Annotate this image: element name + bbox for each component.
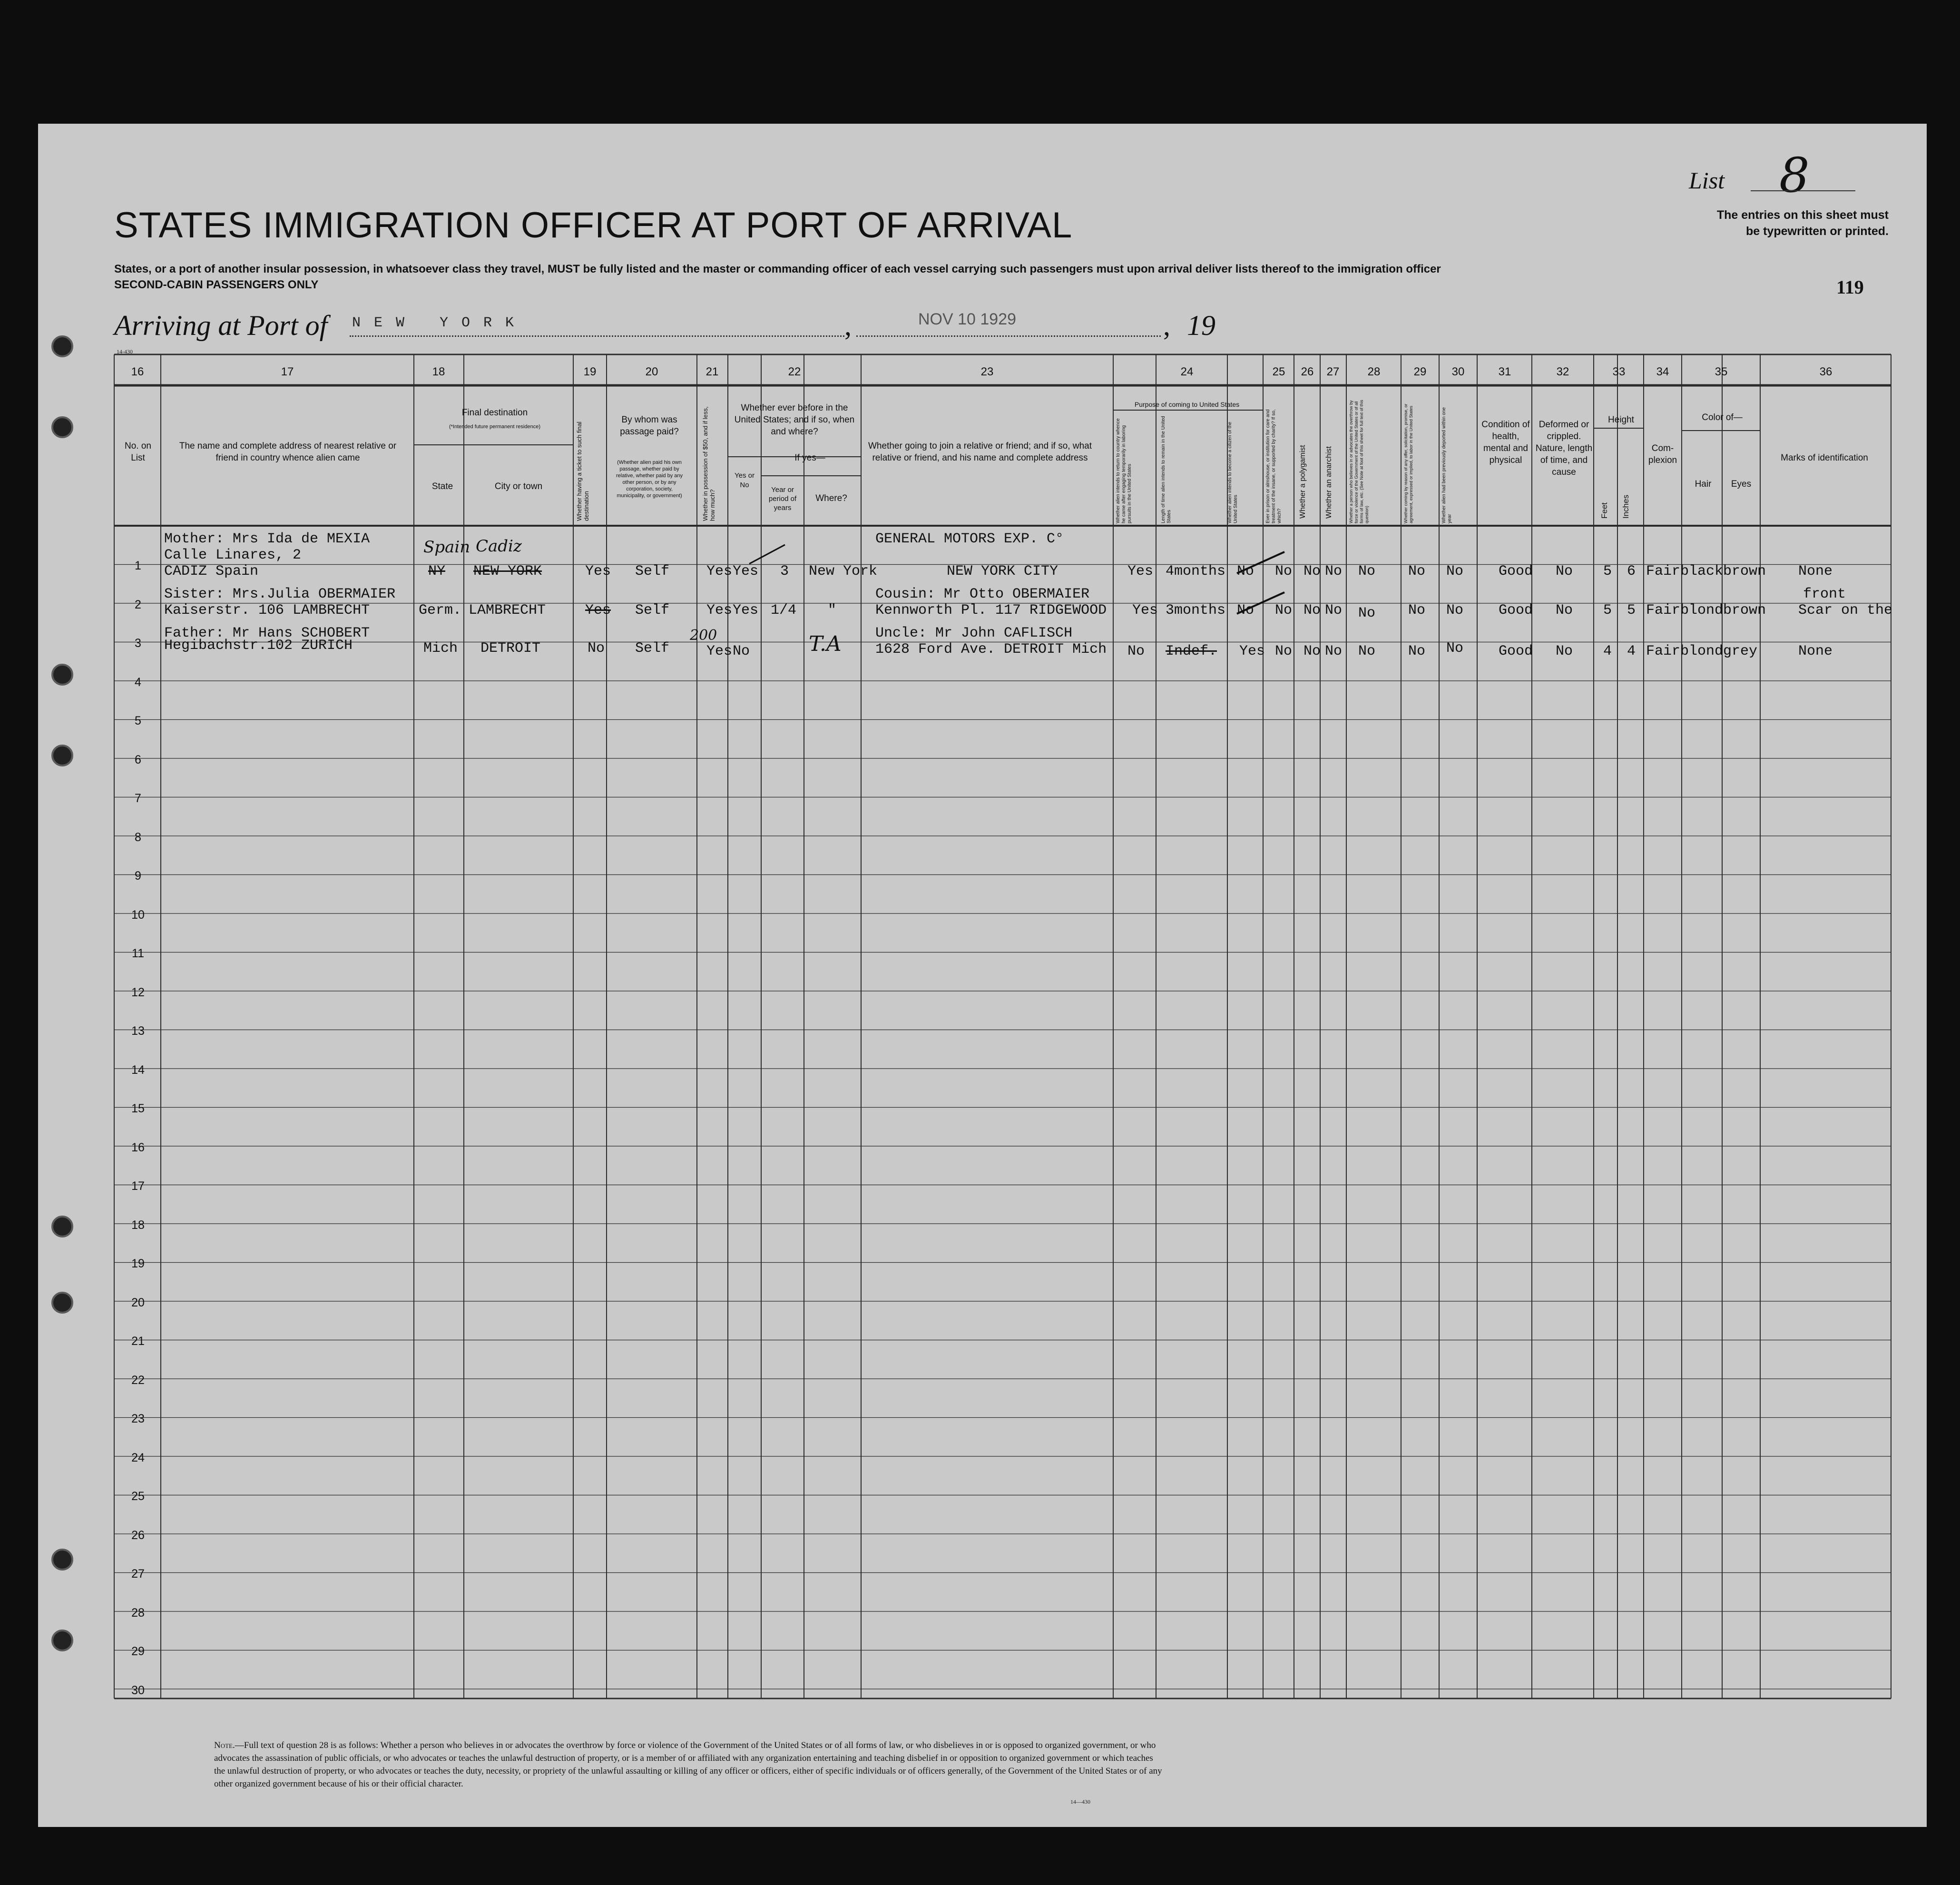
row3-length: Indef.: [1166, 643, 1217, 659]
row-number: 24: [131, 1451, 145, 1464]
column-number: 34: [1656, 365, 1669, 378]
row2-marks-line2: front: [1803, 586, 1846, 602]
comma: ,: [1163, 310, 1170, 341]
column-number: 30: [1451, 365, 1465, 378]
row1-health: Good: [1499, 563, 1533, 579]
row1-marks: None: [1798, 563, 1833, 579]
form-subtitle: States, or a port of another insular possession, in whatsoever class they travel, MUST be fully listed and the master or commanding officer of each vessel carrying such passengers must upon arrival deliver lists thereof to the immigration officer: [114, 263, 1441, 275]
row2-deformed: No: [1556, 602, 1573, 619]
header-ticket: Whether having a ticket to such final destination: [576, 422, 590, 521]
row2-prison: No: [1275, 602, 1293, 619]
row-number: 2: [135, 598, 141, 611]
row2-marks: Scar on the: [1798, 602, 1893, 619]
column-number: 25: [1272, 365, 1285, 378]
row-number: 28: [131, 1606, 145, 1620]
row3-state: Mich: [423, 640, 458, 657]
row3-eyes: grey: [1723, 643, 1758, 659]
row-number: 1: [135, 559, 141, 572]
row2-return: Yes: [1132, 602, 1158, 619]
row2-join-line1: Cousin: Mr Otto OBERMAIER: [875, 586, 1090, 602]
row-number: 18: [131, 1218, 145, 1232]
row1-state: NY: [428, 563, 446, 579]
header-condition: Condition of health, mental and physical: [1481, 420, 1530, 465]
header-city: City or town: [494, 481, 543, 491]
column-number: 32: [1556, 365, 1569, 378]
comma: ,: [844, 310, 852, 341]
header-where: Where?: [815, 493, 847, 503]
row1-before: Yes: [733, 563, 759, 579]
row1-where: New York: [809, 563, 878, 579]
row-number: 19: [131, 1257, 145, 1270]
row3-anarchist: No: [1325, 643, 1343, 659]
row-number: 22: [131, 1373, 145, 1387]
header-yes-or-no: Yes or No: [735, 471, 755, 489]
row3-return: No: [1127, 643, 1145, 659]
row-number: 20: [131, 1296, 145, 1309]
footnote-text: Full text of question 28 is as follows: Whether a person who believes in or advocates the overthrow by force or violence of the Government of the United States or of all forms of law, or who disbelieves in or is opposed to organized government, or who advocates the assassination of public officials, or who advocates or teaches the unlawful destruction of property, or is a member of or affiliated with any organization entertaining and teaching disbelief in or opposition to organized government or which teaches the unlawful destruction of property, or who advocates or teaches the duty, necessity, or propriety of the unlawful assaulting or killing of any officer or officers, either of specific individuals or of officers generally, of the Government of the United States or of any other organized government because of his or their official character.: [214, 1740, 1162, 1789]
row3-before: No: [733, 643, 750, 659]
header-if-yes: If yes—: [794, 453, 825, 463]
row2-ticket: Yes: [585, 602, 611, 619]
row2-citizen: No: [1237, 602, 1254, 619]
row3-marks: None: [1798, 643, 1833, 659]
column-number: 21: [706, 365, 719, 378]
row1-hand-state: Spain: [423, 538, 470, 557]
row1-q30: No: [1446, 563, 1464, 579]
column-number: 16: [131, 365, 144, 378]
instructions-line1: The entries on this sheet must: [1716, 208, 1889, 222]
column-number: 36: [1819, 365, 1833, 378]
row2-q29: No: [1408, 602, 1426, 619]
page-number: 119: [1836, 276, 1864, 298]
row1-deformed: No: [1556, 563, 1573, 579]
row1-return: Yes: [1127, 563, 1154, 579]
row2-complexion: Fair: [1646, 602, 1681, 619]
form-title: STATES IMMIGRATION OFFICER AT PORT OF ARRIVAL: [114, 205, 1073, 245]
row3-city: DETROIT: [480, 640, 541, 657]
column-number: 24: [1180, 365, 1194, 378]
row3-q28: No: [1358, 643, 1376, 659]
row-number: 25: [131, 1490, 145, 1503]
row2-eyes: brown: [1723, 602, 1766, 619]
header-year-period: Year or period of years: [768, 486, 797, 512]
column-number: 28: [1367, 365, 1381, 378]
row-number: 26: [131, 1528, 145, 1542]
row-number: 14: [131, 1063, 145, 1077]
header-money: Whether in possession of $50, and if less, how much?: [702, 406, 716, 521]
row2-passage: Self: [635, 602, 670, 619]
row1-q29: No: [1408, 563, 1426, 579]
row3-polygamist: No: [1303, 643, 1321, 659]
row1-join-line2: NEW YORK CITY: [947, 563, 1058, 579]
column-number: 26: [1301, 365, 1314, 378]
row-number: 15: [131, 1102, 145, 1115]
row3-join-line2: 1628 Ford Ave. DETROIT Mich: [875, 641, 1107, 658]
row3-inches: 4: [1627, 643, 1636, 659]
column-number: 27: [1326, 365, 1340, 378]
list-number: 8: [1779, 147, 1810, 203]
column-number: 22: [788, 365, 801, 378]
date-stamp: NOV 10 1929: [918, 310, 1017, 328]
header-no-on-list: No. on List: [125, 441, 151, 463]
row-number: 30: [131, 1683, 145, 1697]
row-number: 10: [131, 908, 145, 922]
row1-complexion: Fair: [1646, 563, 1681, 579]
footnote-form-number: 14—430: [1070, 1798, 1090, 1805]
header-purpose: Purpose of coming to United States: [1134, 401, 1240, 408]
row2-relative-line1: Sister: Mrs.Julia OBERMAIER: [164, 586, 396, 602]
row3-q29: No: [1408, 643, 1426, 659]
arriving-label: Arriving at Port of: [114, 310, 328, 341]
column-number: 31: [1498, 365, 1511, 378]
row1-feet: 5: [1603, 563, 1612, 579]
row3-feet: 4: [1603, 643, 1612, 659]
row-number: 16: [131, 1140, 145, 1154]
row1-eyes: brown: [1723, 563, 1766, 579]
row-number: 8: [135, 830, 141, 844]
row-number: 29: [131, 1645, 145, 1658]
row1-inches: 6: [1627, 563, 1636, 579]
column-number: 18: [432, 365, 445, 378]
row1-hand-city: Cadiz: [476, 537, 522, 556]
row2-length: 3months: [1166, 602, 1226, 619]
row3-ticket: No: [588, 640, 605, 657]
row3-passage: Self: [635, 640, 670, 657]
row-number: 13: [131, 1024, 145, 1038]
row1-money: Yes: [706, 563, 733, 579]
row1-polygamist: No: [1303, 563, 1321, 579]
header-final-destination-note: (*Intended future permanent residence): [449, 424, 540, 430]
row3-relative-line1: Father: Mr Hans SCHOBERT: [164, 625, 370, 641]
column-number: 33: [1612, 365, 1626, 378]
header-height: Height: [1608, 415, 1634, 425]
row-number: 12: [131, 985, 145, 999]
row-number: 6: [135, 753, 141, 766]
row-number: 27: [131, 1567, 145, 1581]
row2-inches: 5: [1627, 602, 1636, 619]
instructions-line2: be typewritten or printed.: [1745, 225, 1889, 238]
row2-city: LAMBRECHT: [469, 602, 546, 619]
header-passage: By whom was passage paid?: [620, 415, 679, 437]
header-inches: Inches: [1621, 494, 1630, 519]
row1-relative-line1: Mother: Mrs Ida de MEXIA: [164, 531, 370, 547]
row2-before: Yes: [733, 602, 759, 619]
row2-hair: blond: [1680, 602, 1724, 619]
row1-city: NEW YORK: [473, 563, 542, 579]
header-q28: Whether a person who believes in or advocates the overthrow by force or violence of the Government of the United States or of all forms of law, etc. (See Note at foot of this sheet for full text of this question): [1349, 400, 1369, 523]
row1-relative-line2: Calle Linares, 2: [164, 547, 302, 563]
check-mark: [1237, 592, 1284, 614]
row2-anarchist: No: [1325, 602, 1343, 619]
row-number: 7: [135, 792, 141, 805]
header-hair: Hair: [1695, 479, 1712, 489]
row3-deformed: No: [1556, 643, 1573, 659]
header-purpose-length: Length of time alien intends to remain in the United States: [1161, 416, 1172, 523]
row3-money-hand: 200: [690, 627, 717, 644]
footnote-label: Note.—: [214, 1740, 244, 1750]
column-number: 23: [980, 365, 994, 378]
row3-money: Yes: [706, 643, 733, 659]
header-eyes: Eyes: [1731, 479, 1752, 489]
row3-join-line1: Uncle: Mr John CAFLISCH: [875, 625, 1073, 641]
column-number: 17: [281, 365, 294, 378]
row3-hair: blond: [1680, 643, 1724, 659]
header-q29: Whether coming by reason of any offer, solicitation, promise, or agreement, expressed or implied, to labor in the United States: [1403, 403, 1413, 523]
check-mark: [1237, 552, 1284, 573]
row-number: 5: [135, 714, 141, 727]
row3-relative-line2: Hegibachstr.102 ZURICH: [164, 638, 353, 654]
column-number: 35: [1715, 365, 1728, 378]
row3-citizen: Yes: [1239, 643, 1265, 659]
row2-where: ": [828, 602, 837, 619]
footnote: [214, 1739, 1166, 1790]
row1-relative-line3: CADIZ Spain: [164, 563, 259, 579]
header-purpose-return: Whether alien intends to return to country whence he came after engaging temporarily in laboring pursuits in the United States: [1116, 418, 1132, 523]
row-number: 3: [135, 637, 141, 650]
row1-join-line1: GENERAL MOTORS EXP. C°: [875, 531, 1064, 547]
row2-money: Yes: [706, 602, 733, 619]
header-prison: Ever in prison or almshouse, or institution for care and treatment of the insane, or supported by charity? If so, which?: [1265, 409, 1282, 523]
row2-health: Good: [1499, 602, 1533, 619]
row2-feet: 5: [1603, 602, 1612, 619]
header-state: State: [431, 481, 453, 491]
row-number: 11: [132, 947, 144, 960]
column-number: 20: [645, 365, 658, 378]
header-anarchist: Whether an anarchist: [1325, 446, 1333, 519]
row1-passage: Self: [635, 563, 670, 579]
header-before-us: Whether ever before in the United States; and if so, when and where?: [734, 403, 855, 437]
port-value: NEW YORK: [352, 315, 528, 331]
row2-state: Germ.: [419, 602, 462, 619]
header-passage-note: (Whether alien paid his own passage, whether paid by relative, whether paid by any other person, or by any corporation, society, municipality, or government): [616, 460, 683, 499]
row1-q28: No: [1358, 563, 1376, 579]
row-number: 21: [131, 1335, 145, 1348]
row3-health: Good: [1499, 643, 1533, 659]
row-number: 4: [135, 675, 141, 689]
row-number: 9: [135, 869, 141, 883]
list-label: List: [1689, 167, 1725, 194]
header-polygamist: Whether a polygamist: [1299, 445, 1307, 519]
row1-years: 3: [780, 563, 789, 579]
passenger-class: SECOND-CABIN PASSENGERS ONLY: [114, 278, 319, 291]
row1-length: 4months: [1166, 563, 1226, 579]
row2-years: 1/4: [771, 602, 797, 619]
row3-where-hand: T.A: [809, 632, 842, 656]
row2-join-line2: Kennworth Pl. 117 RIDGEWOOD: [875, 602, 1107, 619]
column-number: 19: [583, 365, 597, 378]
column-number: 29: [1413, 365, 1427, 378]
header-relative: The name and complete address of nearest relative or friend in country whence alien came: [179, 441, 397, 463]
header-deformed: Deformed or crippled. Nature, length of time, and cause: [1535, 420, 1593, 477]
row1-prison: No: [1275, 563, 1293, 579]
row-number: 23: [131, 1412, 145, 1425]
header-complexion: Com-plexion: [1648, 443, 1677, 465]
row3-q30: No: [1446, 640, 1464, 657]
header-joining: Whether going to join a relative or friend; and if so, what relative or friend, and his name and complete address: [868, 441, 1092, 463]
header-purpose-citizen: Whether alien intends to become a citizen of the United States: [1227, 422, 1238, 523]
header-feet: Feet: [1600, 502, 1609, 519]
header-color-of: Color of—: [1702, 412, 1743, 422]
row1-ticket: Yes: [585, 563, 611, 579]
year-prefix: 19: [1187, 310, 1215, 341]
header-q30: Whether alien had been previously deported within one year: [1441, 407, 1452, 523]
check-mark: [749, 545, 785, 564]
header-final-destination: Final destination: [461, 408, 528, 418]
row3-complexion: Fair: [1646, 643, 1681, 659]
header-marks: Marks of identification: [1781, 453, 1868, 463]
form-number: 14-430: [117, 348, 133, 355]
row1-citizen: No: [1237, 563, 1254, 579]
row1-hair: black: [1680, 563, 1724, 579]
row3-prison: No: [1275, 643, 1293, 659]
row2-q30: No: [1446, 602, 1464, 619]
row2-q28: No: [1358, 605, 1376, 621]
row1-anarchist: No: [1325, 563, 1343, 579]
row2-relative-line2: Kaiserstr. 106 LAMBRECHT: [164, 602, 370, 619]
row2-polygamist: No: [1303, 602, 1321, 619]
row-number: 17: [131, 1179, 145, 1193]
